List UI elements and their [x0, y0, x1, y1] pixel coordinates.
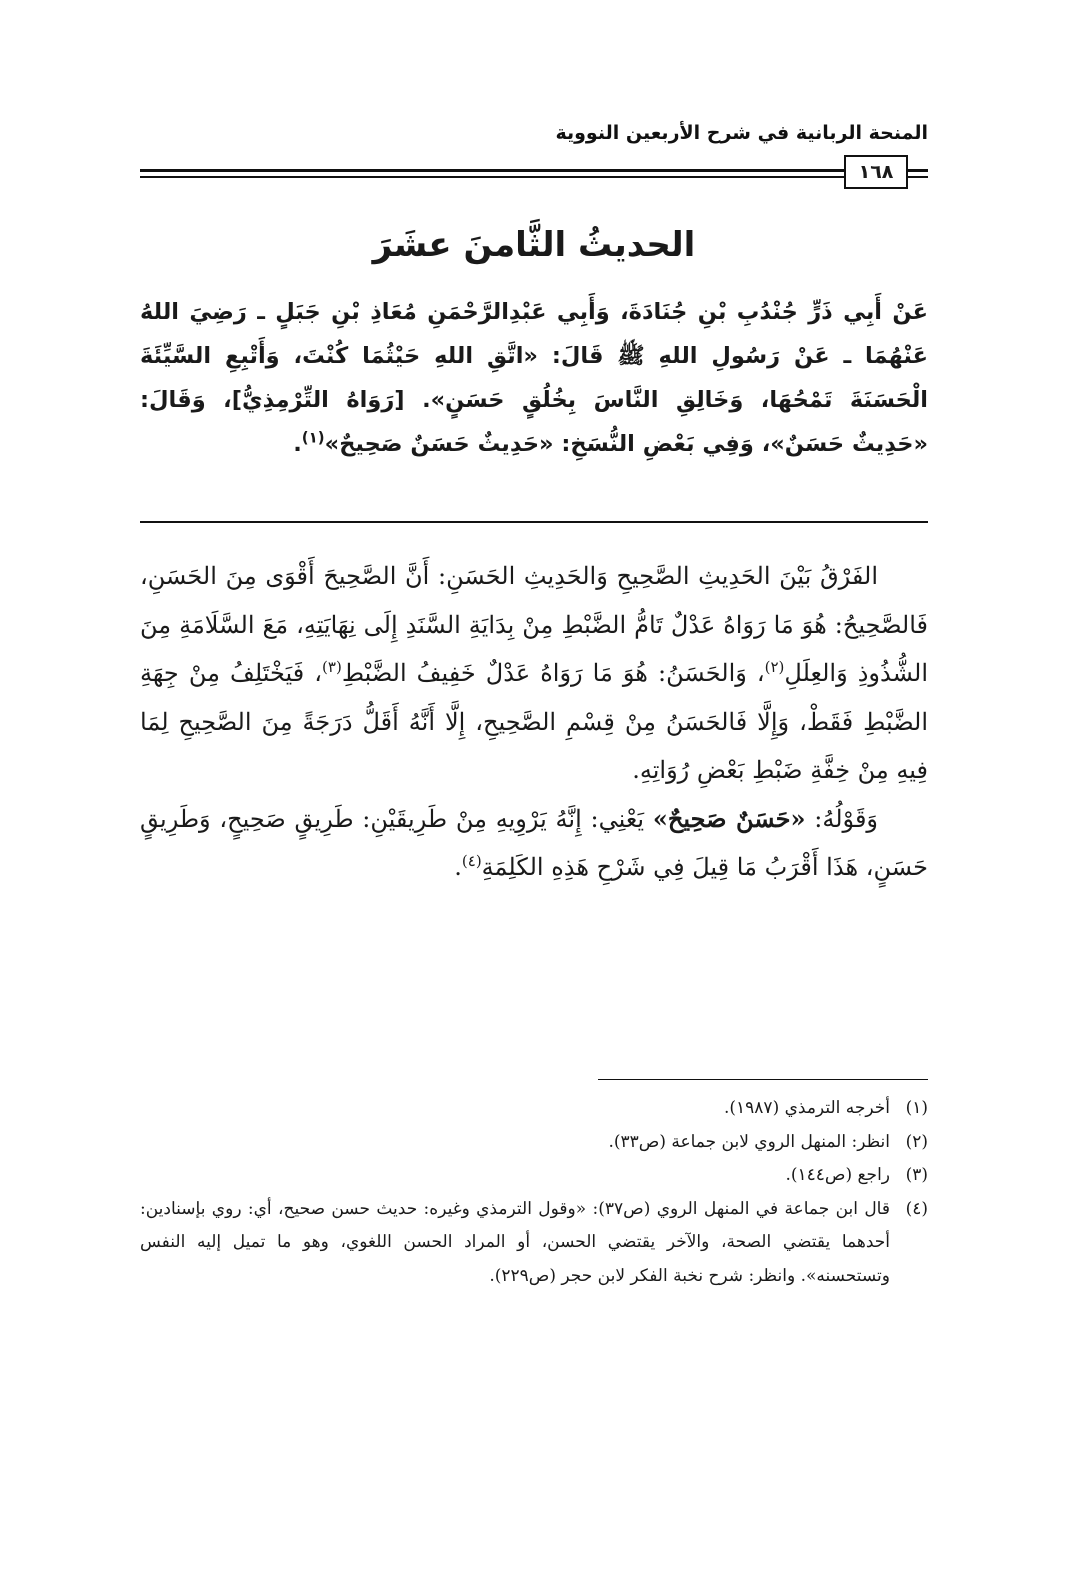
footnote-ref-2[interactable]: (٢): [764, 658, 785, 676]
footnote-number: (٣): [905, 1165, 928, 1185]
hadith-title: الحديثُ الثَّامنَ عشَرَ: [372, 225, 696, 265]
commentary-paragraph-2: [140, 795, 928, 892]
footnote-text: أخرجه الترمذي (١٩٨٧).: [723, 1098, 890, 1118]
quoted-term: «حَسَنٌ صَحِيحٌ»: [652, 803, 806, 833]
footnote-text: انظر: المنهل الروي لابن جماعة (ص٣٣).: [608, 1131, 890, 1152]
hadith-end: .: [293, 431, 302, 457]
commentary-text: يَعْنِي: إِنَّهُ يَرْوِيهِ مِنْ طَرِيقَيْنِ: طَرِيقٍ صَحِيحٍ، وَطَرِيقٍ حَسَنٍ، هَذَا أَقْرَبُ مَا قِيلَ فِي شَرْحِ هَذِهِ الكَلِمَةِ: [140, 804, 928, 881]
footnote-separator-rule: [598, 1079, 928, 1080]
footnote-text: راجع (ص١٤٤).: [785, 1165, 890, 1185]
commentary-text: وَقَوْلُهُ:: [805, 804, 879, 833]
footnote-text: قال ابن جماعة في المنهل الروي (ص٣٧): «وقول الترمذي وغيره: حديث حسن صحيح، أي: روي بإسنادين: أحدهما يقتضي الصحة، والآخر يقتضي الحسن، أو المراد الحسن اللغوي، وهو ما تميل إليه النفس وتستحسنه». وانظر: شرح نخبة الفكر لابن حجر (ص٢٢٩).: [140, 1198, 890, 1286]
header-rule-thin: [140, 176, 928, 178]
commentary-end: .: [454, 853, 462, 881]
commentary-text: ، وَالحَسَنُ: هُوَ مَا رَوَاهُ عَدْلٌ خَفِيفُ الضَّبْطِ: [341, 659, 765, 687]
footnote-ref-1[interactable]: (١): [301, 428, 325, 447]
footnote-number: (٢): [905, 1131, 928, 1152]
header-rule-thick: [140, 169, 928, 172]
commentary-text: ، فَيَخْتَلِفُ مِنْ جِهَةِ الضَّبْطِ فَقَطْ، وَإِلَّا فَالحَسَنُ مِنْ قِسْمِ الصَّحِيحِ، إِلَّا أَنَّهُ أَقَلُّ دَرَجَةً مِنَ الصَّحِيحِ لِمَا فِيهِ مِنْ خِفَّةِ ضَبْطِ بَعْضِ رُوَاتِهِ.: [140, 659, 928, 784]
footnote-number: (٤): [905, 1198, 928, 1219]
footnote-ref-3[interactable]: (٣): [322, 658, 342, 676]
hadith-separator-rule: [140, 521, 928, 523]
running-title: المنحة الربانية في شرح الأربعين النووية: [555, 122, 928, 144]
hadith-paragraph: [140, 290, 928, 466]
footnote-item: [140, 1159, 928, 1193]
footnote-item: [140, 1126, 928, 1160]
footnotes: [140, 1092, 928, 1293]
footnote-ref-4[interactable]: (٤): [461, 852, 482, 870]
commentary-paragraph-1: [140, 552, 928, 795]
footnote-number: (١): [905, 1098, 928, 1118]
page-number: ١٦٨: [844, 155, 908, 189]
commentary-text: الفَرْقُ بَيْنَ الحَدِيثِ الصَّحِيحِ وَالحَدِيثِ الحَسَنِ: أَنَّ الصَّحِيحَ أَقْوَى مِنَ الحَسَنِ، فَالصَّحِيحُ: هُوَ مَا رَوَاهُ عَدْلٌ تَامُّ الضَّبْطِ مِنْ بِدَايَةِ السَّنَدِ إِلَى نِهَايَتِهِ، مَعَ السَّلَامَةِ مِنَ الشُّذُوذِ وَالعِلَلِ: [140, 562, 928, 687]
hadith-body: عَنْ أَبِي ذَرٍّ جُنْدُبِ بْنِ جُنَادَةَ، وَأَبِي عَبْدِالرَّحْمَنِ مُعَاذِ بْنِ جَبَلٍ ـ رَضِيَ اللهُ عَنْهُمَا ـ عَنْ رَسُولِ اللهِ ﷺ قَالَ: «اتَّقِ اللهِ حَيْثُمَا كُنْتَ، وَأَتْبِعِ السَّيِّئَةَ الْحَسَنَةَ تَمْحُهَا، وَخَالِقِ النَّاسَ بِخُلُقٍ حَسَنٍ». [رَوَاهُ التِّرْمِذِيُّ]، وَقَالَ: «حَدِيثٌ حَسَنٌ»، وَفِي بَعْضِ النُّسَخِ: «حَدِيثٌ حَسَنٌ صَحِيحٌ»: [140, 299, 928, 457]
footnote-item: [140, 1092, 928, 1126]
hadith-text: [140, 290, 928, 466]
commentary: [140, 552, 928, 892]
footnote-item: [140, 1193, 928, 1294]
